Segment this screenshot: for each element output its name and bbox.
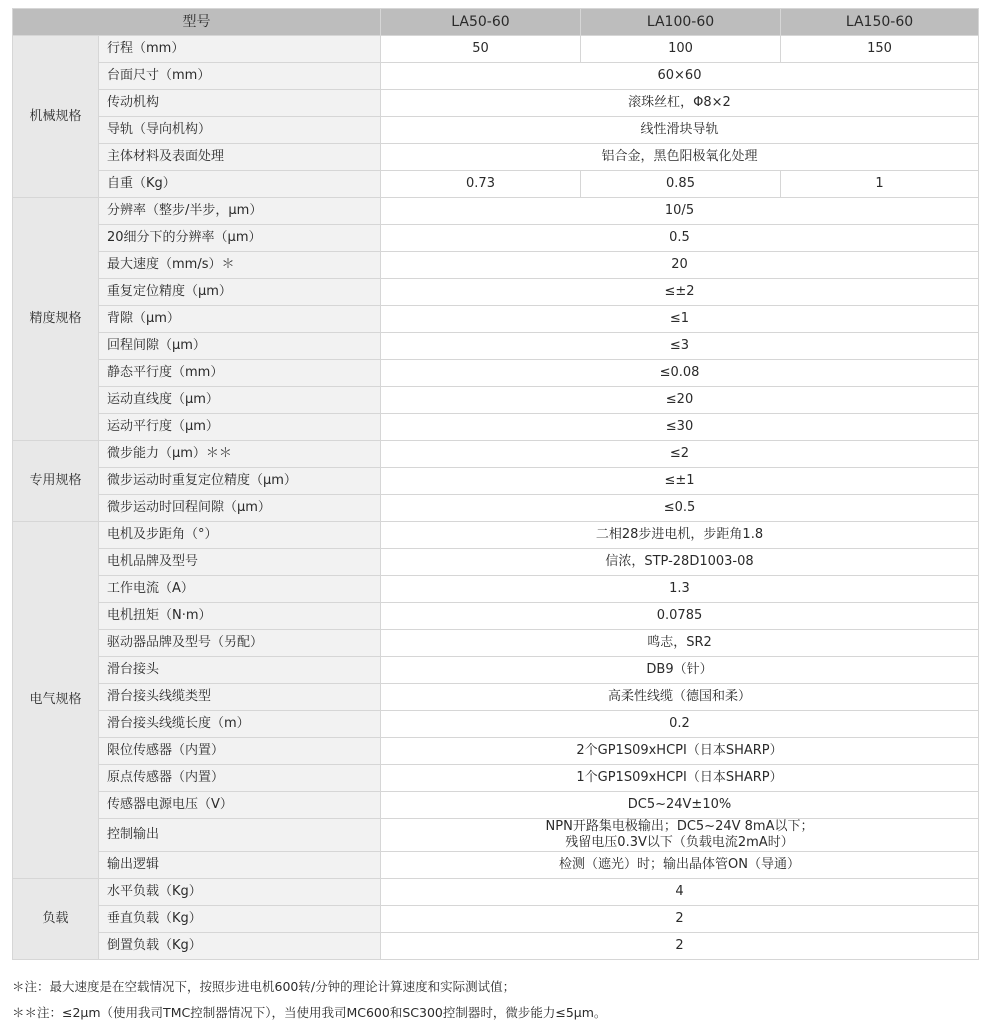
header-column-1: LA50-60 [381,9,581,36]
row-value-3: 1 [781,171,979,198]
note-line-1: ＊注：最大速度是在空载情况下，按照步进电机600转/分钟的理论计算速度和实际测试值； [12,979,516,994]
row-value-1: 50 [381,36,581,63]
row-item-label: 电机及步距角（°） [99,522,381,549]
note-line-2: ＊＊注：≤2μm（使用我司TMC控制器情况下），当使用我司MC600和SC300控制器时，微步能力≤5μm。 [12,1005,607,1020]
row-value: 线性滑块导轨 [381,117,979,144]
row-value: 1.3 [381,576,979,603]
row-value: NPN开路集电极输出；DC5~24V 8mA以下； 残留电压0.3V以下（负载电流2mA时） [381,819,979,852]
row-value: ≤1 [381,306,979,333]
table-row [13,630,979,657]
table-row [13,819,979,852]
table-row [13,576,979,603]
table-row [13,414,979,441]
row-value: 鸣志，SR2 [381,630,979,657]
table-row [13,738,979,765]
table-row [13,117,979,144]
row-item-label: 电机品牌及型号 [99,549,381,576]
row-value: ≤0.08 [381,360,979,387]
row-item-label: 电机扭矩（N·m） [99,603,381,630]
table-row [13,198,979,225]
table-row [13,252,979,279]
row-item-label: 行程（mm） [99,36,381,63]
row-item-label: 20细分下的分辨率（μm） [99,225,381,252]
row-value: 10/5 [381,198,979,225]
row-item-label: 背隙（μm） [99,306,381,333]
row-value: 信浓，STP-28D1003-08 [381,549,979,576]
row-item-label: 输出逻辑 [99,852,381,879]
row-item-label: 重复定位精度（μm） [99,279,381,306]
table-row [13,879,979,906]
table-row [13,906,979,933]
row-item-label: 微步运动时重复定位精度（μm） [99,468,381,495]
table-row [13,306,979,333]
row-item-label: 运动平行度（μm） [99,414,381,441]
row-item-label: 垂直负载（Kg） [99,906,381,933]
row-value: 滚珠丝杠，Φ8×2 [381,90,979,117]
row-item-label: 回程间隙（μm） [99,333,381,360]
row-value: 2个GP1S09xHCPI（日本SHARP） [381,738,979,765]
row-value: DC5~24V±10% [381,792,979,819]
group-label: 机械规格 [13,36,99,198]
table-row [13,549,979,576]
header-column-2: LA100-60 [581,9,781,36]
row-item-label: 主体材料及表面处理 [99,144,381,171]
row-item-label: 滑台接头线缆类型 [99,684,381,711]
row-value: 1个GP1S09xHCPI（日本SHARP） [381,765,979,792]
row-item-label: 原点传感器（内置） [99,765,381,792]
table-row [13,360,979,387]
row-item-label: 自重（Kg） [99,171,381,198]
table-header-row [13,9,979,36]
table-row [13,279,979,306]
table-row [13,468,979,495]
row-value: ≤0.5 [381,495,979,522]
row-item-label: 分辨率（整步/半步，μm） [99,198,381,225]
row-item-label: 台面尺寸（mm） [99,63,381,90]
row-value: 铝合金，黑色阳极氧化处理 [381,144,979,171]
row-value-2: 0.85 [581,171,781,198]
row-item-label: 水平负载（Kg） [99,879,381,906]
row-item-label: 滑台接头 [99,657,381,684]
table-row [13,90,979,117]
row-value: 0.5 [381,225,979,252]
group-label: 专用规格 [13,441,99,522]
table-row [13,852,979,879]
table-row [13,171,979,198]
row-value: 60×60 [381,63,979,90]
row-item-label: 最大速度（mm/s）＊ [99,252,381,279]
row-item-label: 运动直线度（μm） [99,387,381,414]
row-value: ≤2 [381,441,979,468]
row-value: ≤±2 [381,279,979,306]
header-column-3: LA150-60 [781,9,979,36]
table-row [13,792,979,819]
row-value: 0.2 [381,711,979,738]
row-item-label: 控制输出 [99,819,381,852]
table-body [13,36,979,960]
row-item-label: 静态平行度（mm） [99,360,381,387]
table-row [13,36,979,63]
row-item-label: 微步能力（μm）＊＊ [99,441,381,468]
table-row [13,933,979,960]
row-value-2: 100 [581,36,781,63]
row-value-3: 150 [781,36,979,63]
row-value: ≤±1 [381,468,979,495]
table-row [13,684,979,711]
table-row [13,711,979,738]
group-label: 精度规格 [13,198,99,441]
table-row [13,522,979,549]
row-value-1: 0.73 [381,171,581,198]
row-item-label: 倒置负载（Kg） [99,933,381,960]
row-value: ≤3 [381,333,979,360]
row-item-label: 微步运动时回程间隙（μm） [99,495,381,522]
table-row [13,765,979,792]
row-value: 2 [381,933,979,960]
row-value: 2 [381,906,979,933]
row-value: 0.0785 [381,603,979,630]
row-item-label: 驱动器品牌及型号（另配） [99,630,381,657]
table-row [13,144,979,171]
notes-block [12,974,978,1026]
group-label: 负载 [13,879,99,960]
table-row [13,387,979,414]
row-value: ≤20 [381,387,979,414]
table-row [13,495,979,522]
row-value: 高柔性线缆（德国和柔） [381,684,979,711]
row-item-label: 导轨（导向机构） [99,117,381,144]
row-value: 4 [381,879,979,906]
specification-table [12,8,979,960]
row-value: 20 [381,252,979,279]
row-value: DB9（针） [381,657,979,684]
table-header [13,9,979,36]
table-row [13,441,979,468]
table-row [13,333,979,360]
row-item-label: 限位传感器（内置） [99,738,381,765]
row-item-label: 传动机构 [99,90,381,117]
table-row [13,225,979,252]
row-value: ≤30 [381,414,979,441]
row-item-label: 滑台接头线缆长度（m） [99,711,381,738]
header-model-label: 型号 [13,9,381,36]
table-row [13,603,979,630]
row-item-label: 传感器电源电压（V） [99,792,381,819]
group-label: 电气规格 [13,522,99,879]
row-value: 检测（遮光）时；输出晶体管ON（导通） [381,852,979,879]
row-value: 二相28步进电机，步距角1.8 [381,522,979,549]
table-row [13,657,979,684]
row-item-label: 工作电流（A） [99,576,381,603]
table-row [13,63,979,90]
